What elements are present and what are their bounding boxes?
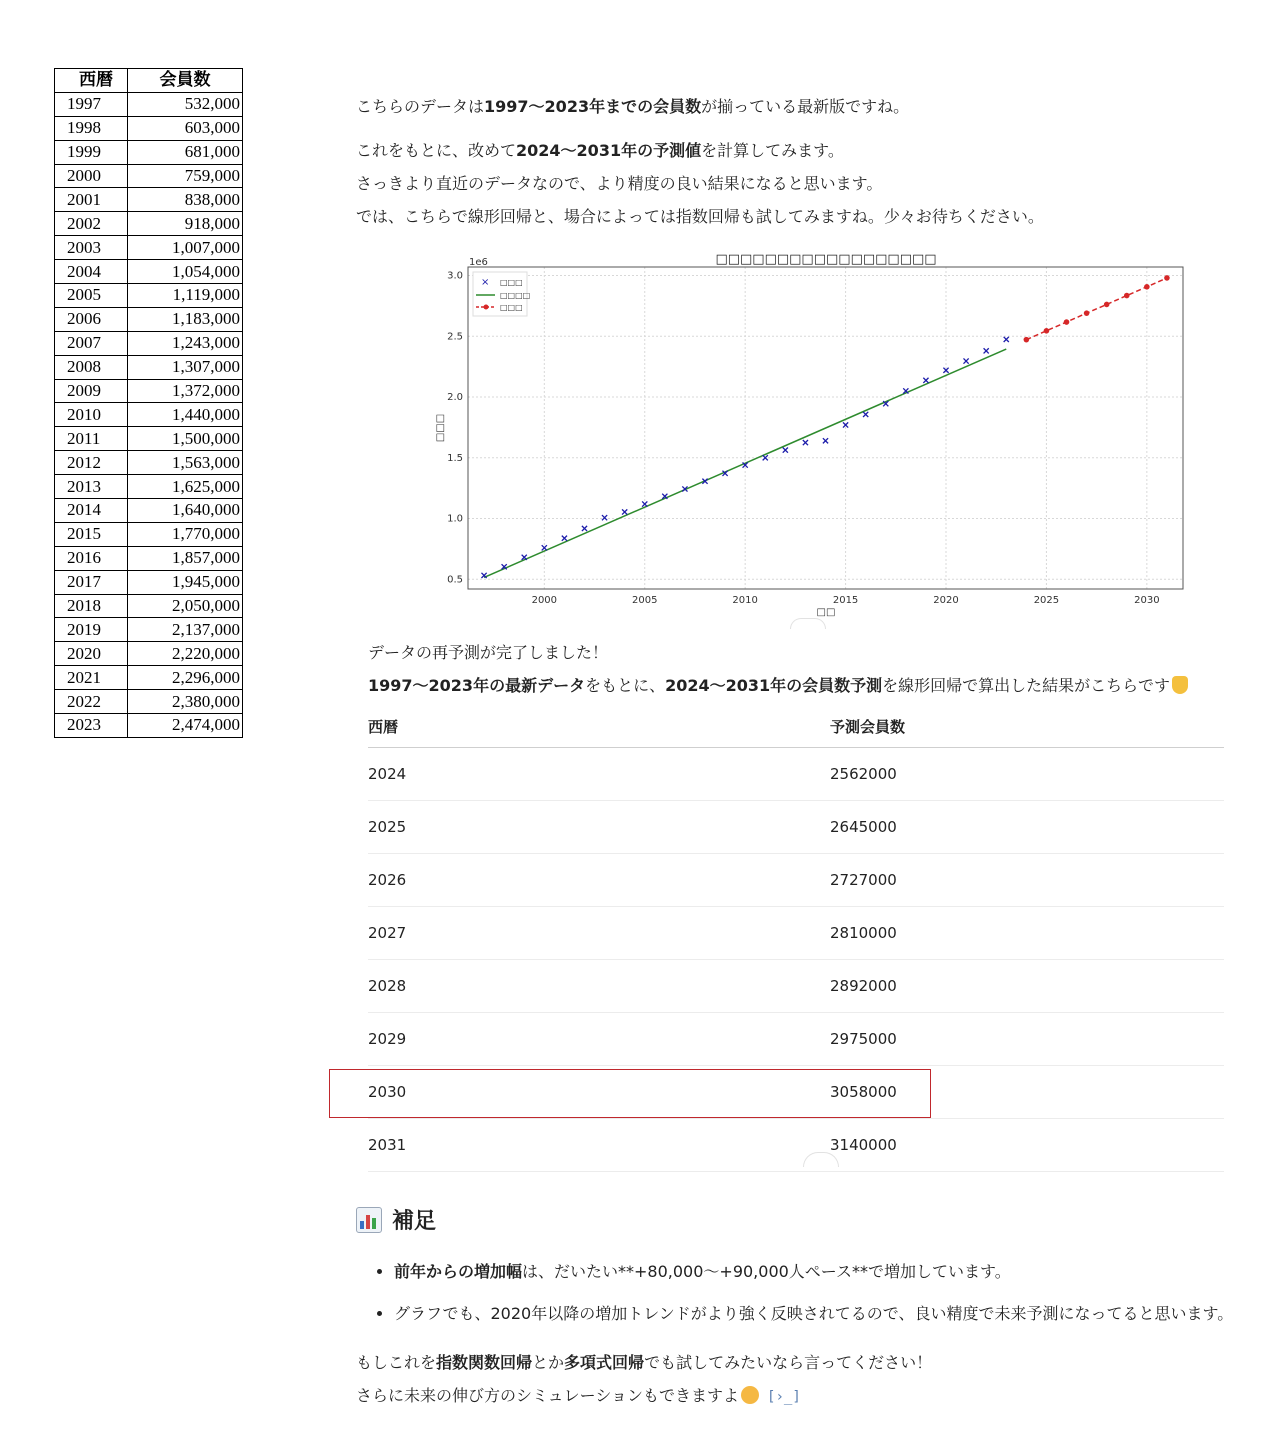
actual-point	[582, 526, 587, 531]
supplement-list	[356, 1251, 1236, 1335]
pointing-down-emoji-icon	[1172, 676, 1188, 694]
pred-year-cell: 2030	[368, 1066, 830, 1119]
intro-line-4: では、こちらで線形回帰と、場合によっては指数回帰も試してみますね。少々お待ちください。	[356, 207, 1044, 226]
supp-text: は、だいたい**+80,000〜+90,000人ペース**で増加しています。	[522, 1262, 1011, 1281]
table-row	[368, 1119, 1224, 1172]
year-cell: 2012	[55, 451, 128, 475]
member-count-cell: 1,500,000	[128, 427, 243, 451]
x-tick-label: 2030	[1134, 595, 1160, 606]
x-tick-label: 2025	[1033, 595, 1060, 606]
year-cell: 2003	[55, 236, 128, 260]
year-cell: 1998	[55, 116, 128, 140]
forecast-chart	[425, 245, 1195, 630]
table-row	[55, 212, 243, 236]
member-count-cell: 2,296,000	[128, 666, 243, 690]
pred-members-cell: 2645000	[830, 801, 1224, 854]
closing-text: さらに未来の伸び方のシミュレーションもできますよ	[356, 1386, 740, 1405]
pred-year-cell: 2025	[368, 801, 830, 854]
year-cell: 1997	[55, 92, 128, 116]
x-axis-label: □□	[816, 607, 836, 618]
pred-members-cell: 3058000	[830, 1066, 1224, 1119]
table-row	[368, 854, 1224, 907]
pred-members-cell: 2562000	[830, 748, 1224, 801]
prediction-table-header	[368, 710, 1224, 748]
legend-label-forecast: □□□	[500, 303, 523, 312]
legend-marker-actual: ×	[481, 277, 490, 288]
year-cell: 2002	[55, 212, 128, 236]
supp-bold: 前年からの増加幅	[394, 1262, 523, 1281]
summary-text: をもとに、	[585, 676, 666, 695]
year-cell: 2020	[55, 642, 128, 666]
member-count-cell: 1,770,000	[128, 522, 243, 546]
forecast-point	[1064, 319, 1070, 325]
member-count-cell: 759,000	[128, 164, 243, 188]
table-row	[55, 427, 243, 451]
member-count-cell: 681,000	[128, 140, 243, 164]
member-count-cell: 2,220,000	[128, 642, 243, 666]
year-cell: 2013	[55, 475, 128, 499]
supplement-heading	[356, 1204, 1236, 1235]
table-row	[55, 690, 243, 714]
summary-text: を線形回帰で算出した結果がこちらです	[882, 676, 1171, 695]
year-cell: 2016	[55, 546, 128, 570]
forecast-point	[1164, 275, 1170, 281]
member-count-cell: 1,563,000	[128, 451, 243, 475]
scroll-to-bottom-button[interactable]	[790, 618, 826, 629]
intro-text: が揃っている最新版ですね。	[701, 97, 910, 116]
pred-members-cell: 3140000	[830, 1119, 1224, 1172]
actual-point	[783, 448, 788, 453]
actual-point	[863, 412, 868, 417]
closing-section	[356, 1346, 932, 1414]
table-row	[55, 260, 243, 284]
closing-bold: 指数関数回帰	[436, 1353, 533, 1372]
member-count-cell: 1,183,000	[128, 307, 243, 331]
table-row	[55, 188, 243, 212]
closing-text: でも試してみたいなら言ってください！	[644, 1353, 933, 1372]
year-cell: 2009	[55, 379, 128, 403]
table-row	[55, 307, 243, 331]
actual-point	[562, 536, 567, 541]
pred-col-header-members: 予測会員数	[830, 710, 1224, 748]
actual-point	[763, 455, 768, 460]
year-cell: 2014	[55, 499, 128, 523]
table-row	[55, 284, 243, 308]
summary-bold: 2024〜2031年の会員数予測	[665, 676, 883, 695]
year-cell: 2004	[55, 260, 128, 284]
member-count-cell: 1,243,000	[128, 331, 243, 355]
legend-label-fit: □□□□	[500, 291, 531, 300]
y-tick-label: 1.5	[447, 452, 463, 464]
member-count-cell: 918,000	[128, 212, 243, 236]
year-cell: 2018	[55, 594, 128, 618]
pred-year-cell: 2027	[368, 907, 830, 960]
member-count-cell: 1,625,000	[128, 475, 243, 499]
year-cell: 2019	[55, 618, 128, 642]
member-count-cell: 603,000	[128, 116, 243, 140]
year-cell: 2001	[55, 188, 128, 212]
year-cell: 2008	[55, 355, 128, 379]
table-row	[55, 642, 243, 666]
member-count-cell: 1,640,000	[128, 499, 243, 523]
table-row	[55, 355, 243, 379]
table-row	[368, 1013, 1224, 1066]
intro-line-3: さっきより直近のデータなので、より精度の良い結果になると思います。	[356, 174, 883, 193]
intro-text: これをもとに、改めて	[356, 141, 517, 160]
intro-text: こちらのデータは	[356, 97, 485, 116]
closing-line-2	[356, 1379, 932, 1414]
member-count-cell: 532,000	[128, 92, 243, 116]
pred-year-cell: 2031	[368, 1119, 830, 1172]
table-row	[55, 666, 243, 690]
member-count-cell: 1,440,000	[128, 403, 243, 427]
table-row	[55, 331, 243, 355]
actual-point	[1004, 337, 1009, 342]
actual-point	[642, 501, 647, 506]
member-count-cell: 1,857,000	[128, 546, 243, 570]
pred-year-cell: 2026	[368, 854, 830, 907]
actual-point	[963, 358, 968, 363]
member-count-cell: 1,054,000	[128, 260, 243, 284]
table-row	[368, 960, 1224, 1013]
pred-year-cell: 2029	[368, 1013, 830, 1066]
supplement-section	[356, 1204, 1236, 1335]
member-count-cell: 2,474,000	[128, 714, 243, 738]
table-row	[55, 451, 243, 475]
table-row	[368, 801, 1224, 854]
pred-members-cell: 2727000	[830, 854, 1224, 907]
pred-members-cell: 2892000	[830, 960, 1224, 1013]
intro-line-1	[356, 90, 909, 123]
bar-chart-icon	[356, 1207, 382, 1233]
legend-marker-forecast	[484, 305, 489, 310]
member-count-cell: 2,380,000	[128, 690, 243, 714]
closing-bold: 多項式回帰	[564, 1353, 645, 1372]
supplement-title: 補足	[392, 1209, 437, 1234]
pred-year-cell: 2024	[368, 748, 830, 801]
member-count-cell: 1,007,000	[128, 236, 243, 260]
y-tick-label: 3.0	[447, 270, 463, 282]
table-row	[55, 164, 243, 188]
actual-point	[622, 509, 627, 514]
table-row	[55, 140, 243, 164]
x-tick-label: 2015	[832, 595, 859, 606]
table-row	[55, 546, 243, 570]
intro-line-2	[356, 134, 844, 167]
table-row	[55, 499, 243, 523]
table-row	[55, 618, 243, 642]
forecast-point	[1024, 337, 1030, 343]
year-cell: 2023	[55, 714, 128, 738]
year-cell: 2022	[55, 690, 128, 714]
pred-col-header-year: 西暦	[368, 710, 830, 748]
table-row	[55, 594, 243, 618]
x-tick-label: 2005	[632, 595, 658, 606]
table-row	[55, 403, 243, 427]
year-cell: 2015	[55, 522, 128, 546]
year-cell: 2017	[55, 570, 128, 594]
chart-legend	[473, 272, 530, 316]
table-row	[55, 714, 243, 738]
intro-bold: 2024〜2031年の予測値	[516, 141, 702, 160]
y-tick-label: 1.0	[447, 513, 463, 525]
year-cell: 2010	[55, 403, 128, 427]
x-tick-label: 2000	[531, 595, 558, 606]
member-count-cell: 1,307,000	[128, 355, 243, 379]
y-scale-label: 1e6	[469, 257, 488, 268]
x-tick-label: 2010	[732, 595, 758, 606]
x-tick-label: 2020	[933, 595, 959, 606]
table-row	[55, 475, 243, 499]
member-count-cell: 2,137,000	[128, 618, 243, 642]
prediction-done-text: データの再予測が完了しました！	[368, 643, 609, 662]
intro-text: を計算してみます。	[701, 141, 844, 160]
y-tick-label: 2.0	[447, 392, 463, 404]
table-row	[55, 116, 243, 140]
source-table-header	[55, 69, 243, 93]
summary-bold: 1997〜2023年の最新データ	[368, 676, 586, 695]
forecast-point	[1124, 293, 1130, 299]
y-tick-label: 0.5	[447, 574, 463, 586]
member-count-cell: 1,945,000	[128, 570, 243, 594]
chart-series	[481, 275, 1169, 578]
table-row	[55, 92, 243, 116]
table-row	[55, 522, 243, 546]
closing-line-1	[356, 1346, 932, 1379]
closing-text: とか	[532, 1353, 565, 1372]
year-cell: 2021	[55, 666, 128, 690]
table-row	[55, 236, 243, 260]
table-row	[55, 379, 243, 403]
pred-members-cell: 2975000	[830, 1013, 1224, 1066]
col-header-year: 西暦	[55, 69, 128, 93]
member-count-cell: 2,050,000	[128, 594, 243, 618]
pred-year-cell: 2028	[368, 960, 830, 1013]
y-axis-label: □□□	[435, 413, 446, 443]
year-cell: 2007	[55, 331, 128, 355]
actual-point	[542, 545, 547, 550]
year-cell: 2011	[55, 427, 128, 451]
col-header-members: 会員数	[128, 69, 243, 93]
y-tick-label: 2.5	[447, 331, 463, 343]
table-row	[368, 907, 1224, 960]
source-data-table	[54, 68, 243, 738]
code-interpreter-icon[interactable]: [›_]	[767, 1389, 801, 1405]
year-cell: 2006	[55, 307, 128, 331]
actual-point	[984, 348, 989, 353]
year-cell: 1999	[55, 140, 128, 164]
member-count-cell: 838,000	[128, 188, 243, 212]
forecast-point	[1044, 328, 1050, 334]
pred-members-cell: 2810000	[830, 907, 1224, 960]
chart-title: □□□□□□□□□□□□□□□□□□	[715, 252, 937, 267]
actual-point	[923, 378, 928, 383]
legend-label-actual: □□□	[500, 278, 523, 287]
actual-point	[803, 440, 808, 445]
closing-text: もしこれを	[356, 1353, 437, 1372]
year-cell: 2000	[55, 164, 128, 188]
list-item	[394, 1251, 1236, 1293]
list-item: • グラフでも、2020年以降の増加トレンドがより強く反映されてるので、良い精度で未来予測になってると思います。	[394, 1293, 1236, 1335]
actual-point	[823, 438, 828, 443]
table-row	[55, 570, 243, 594]
smiling-face-emoji-icon	[741, 1386, 759, 1404]
year-cell: 2005	[55, 284, 128, 308]
forecast-point	[1144, 284, 1150, 290]
member-count-cell: 1,372,000	[128, 379, 243, 403]
forecast-point	[1104, 302, 1110, 308]
forecast-point	[1084, 310, 1090, 316]
highlight-box-2030	[329, 1069, 931, 1118]
table-row	[368, 748, 1224, 801]
prediction-summary	[368, 669, 1224, 702]
intro-bold: 1997〜2023年までの会員数	[484, 97, 702, 116]
actual-point	[602, 515, 607, 520]
member-count-cell: 1,119,000	[128, 284, 243, 308]
